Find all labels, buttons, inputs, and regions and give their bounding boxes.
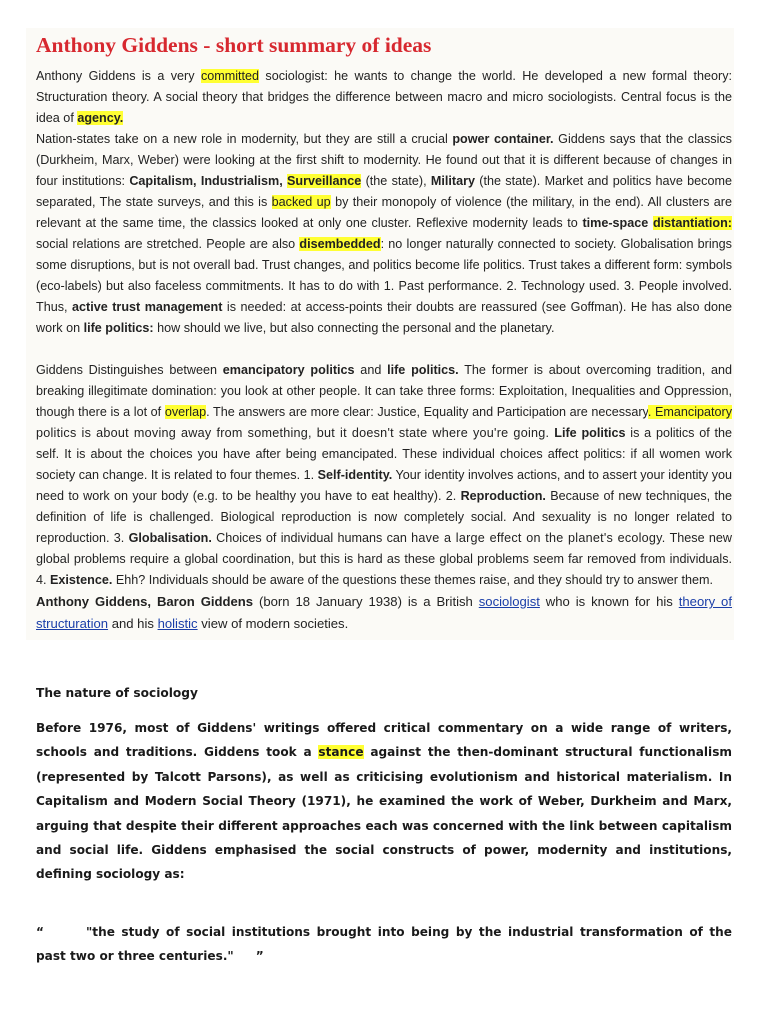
highlight-backed-up: backed up <box>271 195 331 209</box>
name-anthony-giddens: Anthony Giddens, Baron Giddens <box>36 594 254 609</box>
paragraph-nature-of-sociology: Before 1976, most of Giddens' writings offered critical commentary on a wide range of writers, schools and traditions. Giddens took a stance against the then-dominant structural functionalism (represented by Talcott Parsons), as well as criticising evolutionism and historical materialism. In Capitalism and Modern Social Theory (1971), he examined the work of Weber, Durkheim and Marx, arguing that despite their different approaches each was concerned with the link between capitalism and social life. Giddens emphasised the social constructs of power, modernity and institutions, defining sociology as: <box>36 721 732 882</box>
highlight-emancipatory: . Emancipatory <box>647 405 732 419</box>
page-title: Anthony Giddens - short summary of ideas <box>36 33 432 57</box>
term-active-trust-management: active trust management <box>72 300 223 314</box>
highlight-disembedded: disembedded <box>299 237 381 251</box>
term-life-politics: life politics: <box>83 321 154 335</box>
sociology-definition-quote: “ "the study of social institutions brought into being by the industrial transformation of the past two or three centuries." ” <box>36 920 732 969</box>
term-time-space: time-space <box>582 216 653 230</box>
term-existence: Existence. <box>50 573 113 587</box>
highlight-distantiation: distantiation: <box>652 216 732 230</box>
paragraph-politics: Giddens Distinguishes between emancipatory politics and life politics. The former is about overcoming tradition, and breaking illegitimate domination: you look at other people. It can take three forms: Exploitation, Inequalities and Oppression, though there is a lot of overlap. The answers are more clear: Justice, Equality and Participation are necessary. Emancipatory politics is about moving away from something, but it doesn't state where you're going. Life politics is a politics of the self. It is about the choices you have after being emancipated. These individual choices affect politics: if all women work society can change. It is related to four themes. 1. Self-identity. Your identity involves actions, and to assert your identity you need to work on your body (e.g. to be healthy you have to eat healthy). 2. Reproduction. Because of new techniques, the definition of life is challenged. Biological reproduction is now completely social. And sexuality is no longer related to reproduction. 3. Globalisation. Choices of individual humans can have a large effect on the planet's ecology. These new global problems require a global coordination, but this is hard as these global problems seem far removed from individuals. 4. Existence. Ehh? Individuals should be aware of the questions these themes raise, and they should try to answer them. <box>36 363 733 587</box>
link-holistic[interactable]: holistic <box>157 616 198 631</box>
paragraph-structuration: Anthony Giddens is a very committed sociologist: he wants to change the world. He developed a new formal theory: Structuration theory. A social theory that bridges the difference between macro and micro sociologists. Central focus is the idea of agency. Nation-states take on a new role in modernity, but they are still a crucial power container. Giddens says that the classics (Durkheim, Marx, Weber) were looking at the first shift to modernity. He found out that it is different because of changes in four institutions: Capitalism, Industrialism, Surveillance (the state), Military (the state). Market and politics have become separated, The state surveys, and this is backed up by their monopoly of violence (the military, in the end). All clusters are relevant at the same time, the classics looked at only one cluster. Reflexive modernity leads to time-space distantiation: social relations are stretched. People are also disembedded: no longer naturally connected to society. Globalisation brings some disruptions, but is not overall bad. Trust changes, and politics become life politics. Trust takes a different form: symbols (eco-labels) but also faceless commitments. It has to do with 1. Past performance. 2. Technology used. 3. People involved. Thus, active trust management is needed: at access-points their doubts are reassured (see Goffman). He has also done work on life politics: how should we live, but also connecting the personal and the planetary. <box>36 69 732 335</box>
highlight-agency: agency. <box>77 111 124 125</box>
term-emancipatory-politics: emancipatory politics <box>222 363 355 377</box>
quote-open-mark: “ <box>36 925 44 939</box>
section-heading: The nature of sociology <box>36 686 198 700</box>
term-life-politics-2: life politics. <box>387 363 459 377</box>
paragraph-wiki-intro: Anthony Giddens, Baron Giddens (born 18 January 1938) is a British sociologist who is known for his theory of structuration and his holistic view of modern societies. <box>36 594 732 631</box>
term-life-politics-3: Life politics <box>554 426 626 440</box>
term-power-container: power container. <box>452 132 554 146</box>
link-theory-of-structuration[interactable]: theory of structuration <box>36 594 732 631</box>
nature-of-sociology-section <box>36 686 732 887</box>
highlight-overlap: overlap <box>164 405 207 419</box>
highlight-surveillance: Surveillance <box>287 174 362 188</box>
term-self-identity: Self-identity. <box>317 468 393 482</box>
highlight-stance: stance <box>318 745 364 760</box>
link-sociologist[interactable]: sociologist <box>478 594 540 609</box>
quote-close-mark: ” <box>255 949 264 964</box>
term-globalisation: Globalisation. <box>128 531 212 545</box>
term-reproduction: Reproduction. <box>460 489 546 503</box>
term-capitalism-industrialism: Capitalism, Industrialism, <box>129 174 288 188</box>
summary-section <box>36 30 732 635</box>
term-military: Military <box>430 174 475 188</box>
highlight-committed: committed <box>200 69 260 83</box>
